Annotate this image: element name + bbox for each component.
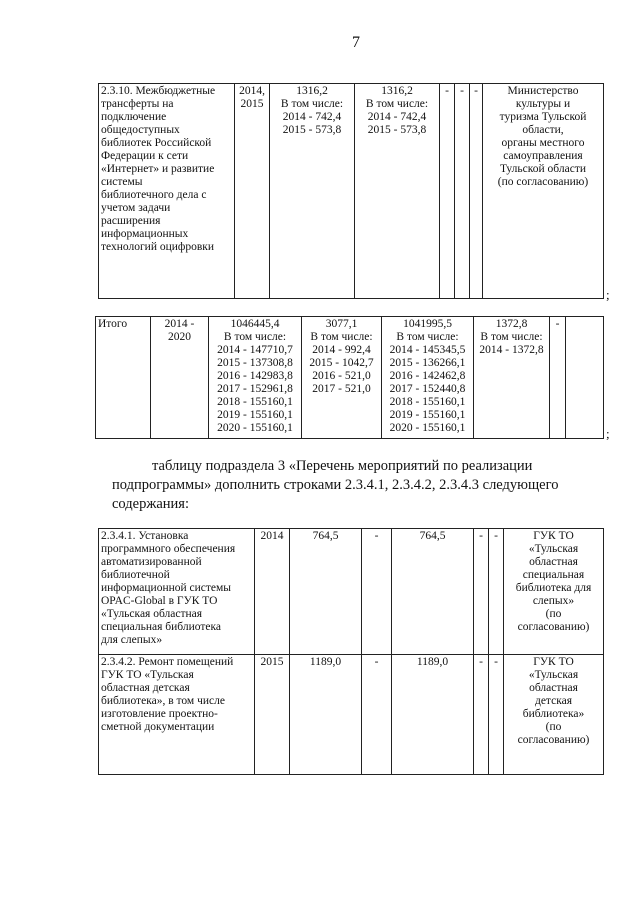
cell-line: для слепых» <box>101 634 163 646</box>
cell-line: В том числе: <box>280 98 344 110</box>
cell-line: 1316,2 <box>296 85 328 97</box>
other-cell: - <box>489 529 504 655</box>
cell-line: самоуправления <box>503 150 583 162</box>
activity-cell <box>99 655 255 775</box>
table-row <box>99 655 604 775</box>
activity-cell <box>99 529 255 655</box>
cell-line: 2017 - 152440,8 <box>389 383 466 395</box>
cell-line: 2014 - 742,4 <box>282 111 342 123</box>
federal-cell <box>302 317 382 439</box>
cell-line: 2014 - 1372,8 <box>479 344 544 356</box>
cell-line: областная детская <box>101 682 190 694</box>
cell-line: В том числе: <box>480 331 543 343</box>
cell-line: Тульской области <box>499 163 586 175</box>
cell-line: автоматизированной <box>101 556 202 568</box>
cell-line: 2016 - 521,0 <box>312 370 371 382</box>
regional-cell: - <box>440 84 455 299</box>
cell-line: 1316,2 <box>381 85 413 97</box>
other-cell: - <box>550 317 566 439</box>
cell-line: Министерство <box>507 85 579 97</box>
other-cell: - <box>489 655 504 775</box>
cell-line: детская <box>534 695 573 707</box>
cell-line: ГУК ТО <box>533 656 574 668</box>
amendment-paragraph <box>112 457 592 514</box>
cell-line: общедоступных <box>101 124 180 136</box>
table-row <box>99 529 604 655</box>
cell-line: 2019 - 155160,1 <box>389 409 466 421</box>
cell-line: технологий оцифровки <box>101 241 215 253</box>
cell-line: 1041995,5 <box>403 318 452 330</box>
cell-line: «Тульская областная <box>101 608 203 620</box>
paragraph-line: содержания: <box>112 496 190 512</box>
empty-cell <box>566 317 604 439</box>
year-cell: 2014, 2015 <box>235 84 270 299</box>
cell-line: 3077,1 <box>325 318 358 330</box>
cell-line: 2015 - 137308,8 <box>217 357 293 369</box>
total-label-cell: Итого <box>96 317 151 439</box>
cell-line: «Тульская <box>528 669 579 681</box>
cell-line: «Интернет» и развитие <box>101 163 215 175</box>
cell-line: Федерации к сети <box>101 150 189 162</box>
table-row-2-3-10 <box>98 83 604 299</box>
cell-line: (по <box>545 608 562 620</box>
other-cell: - <box>470 84 483 299</box>
cell-line: 2014 - 147710,7 <box>217 344 293 356</box>
cell-line: 2014 - 742,4 <box>367 111 427 123</box>
cell-line: библиотека для <box>515 582 592 594</box>
cell-line: информационной системы <box>101 582 232 594</box>
cell-line: программного обеспечения <box>101 543 236 555</box>
cell-line: библиотечного дела с <box>101 189 207 201</box>
period-cell <box>151 317 209 439</box>
cell-line: 2.3.10. Межбюджетные <box>101 85 216 97</box>
cell-line: библиотека», в том числе <box>101 695 225 707</box>
cell-line: 2015 - 136266,1 <box>389 357 466 369</box>
total-cell <box>270 84 355 299</box>
regional-cell: 1189,0 <box>392 655 474 775</box>
cell-line: 1372,8 <box>495 318 528 330</box>
cell-line: 2016 - 142983,8 <box>217 370 293 382</box>
cell-line: областная <box>529 682 578 694</box>
cell-line: специальная <box>522 569 585 581</box>
cell-line: 2020 <box>168 331 191 343</box>
responsible-cell <box>504 655 604 775</box>
year-cell: 2015 <box>255 655 290 775</box>
cell-line: слепых» <box>532 595 575 607</box>
cell-line: библиотека» <box>522 708 585 720</box>
row-terminator: ; <box>606 287 610 302</box>
year-cell: 2014 <box>255 529 290 655</box>
cell-line: 2014 - 992,4 <box>312 344 371 356</box>
cell-line: В том числе: <box>365 98 429 110</box>
cell-line: согласованию) <box>517 734 590 746</box>
cell-line: (по <box>545 721 562 733</box>
regional-cell: 764,5 <box>392 529 474 655</box>
cell-line: В том числе: <box>396 331 459 343</box>
local-cell <box>474 317 550 439</box>
cell-line: 2.3.4.2. Ремонт помещений <box>101 656 234 668</box>
cell-line: 2015 - 573,8 <box>282 124 342 136</box>
cell-line: библиотек Российской <box>101 137 212 149</box>
cell-line: 2016 - 142462,8 <box>389 370 466 382</box>
federal-cell <box>355 84 440 299</box>
cell-line: информационных <box>101 228 189 240</box>
total-cell: 1189,0 <box>290 655 362 775</box>
cell-line: 2020 - 155160,1 <box>217 422 293 434</box>
cell-line: 2015 - 573,8 <box>367 124 427 136</box>
cell-line: 1046445,4 <box>230 318 280 330</box>
cell-line: библиотечной <box>101 569 170 581</box>
cell-line: 2020 - 155160,1 <box>389 422 466 434</box>
cell-line: области, <box>522 124 564 136</box>
cell-line: 2015 - 1042,7 <box>309 357 374 369</box>
cell-line: изготовление проектно- <box>101 708 218 720</box>
cell-line: 2014 - <box>164 318 195 330</box>
table-row-total <box>95 316 604 439</box>
local-cell: - <box>474 529 489 655</box>
cell-line: ГУК ТО «Тульская <box>101 669 194 681</box>
total-cell <box>209 317 302 439</box>
cell-line: туризма Тульской <box>499 111 587 123</box>
cell-line: ГУК ТО <box>533 530 574 542</box>
cell-line: подключение <box>101 111 167 123</box>
cell-line: В том числе: <box>310 331 373 343</box>
responsible-cell <box>483 84 604 299</box>
activity-cell <box>99 84 235 299</box>
cell-line: учетом задачи <box>101 202 171 214</box>
paragraph-line: подпрограммы» дополнить строками 2.3.4.1, 2.3.4.2, 2.3.4.3 следующего <box>112 477 559 493</box>
cell-line: органы местного <box>501 137 585 149</box>
federal-cell: - <box>362 529 392 655</box>
cell-line: 2018 - 155160,1 <box>217 396 293 408</box>
cell-line: В том числе: <box>223 331 287 343</box>
cell-line: культуры и <box>515 98 571 110</box>
cell-line: 2017 - 521,0 <box>312 383 371 395</box>
cell-line: 2.3.4.1. Установка <box>101 530 189 542</box>
cell-line: трансферты на <box>101 98 174 110</box>
new-rows-table <box>98 528 604 775</box>
total-cell: 764,5 <box>290 529 362 655</box>
page-number: 7 <box>352 34 360 51</box>
cell-line: 2019 - 155160,1 <box>217 409 293 421</box>
cell-line: (по согласованию) <box>497 176 589 188</box>
regional-cell <box>382 317 474 439</box>
cell-line: 2017 - 152961,8 <box>217 383 293 395</box>
cell-line: расширения <box>101 215 161 227</box>
local-cell: - <box>474 655 489 775</box>
responsible-cell <box>504 529 604 655</box>
cell-line: согласованию) <box>517 621 590 633</box>
paragraph-line: таблицу подраздела 3 «Перечень мероприятий по реализации <box>152 458 533 474</box>
federal-cell: - <box>362 655 392 775</box>
local-cell: - <box>455 84 470 299</box>
cell-line: 2018 - 155160,1 <box>389 396 466 408</box>
cell-line: сметной документации <box>101 721 215 733</box>
row-terminator: ; <box>606 426 610 441</box>
cell-line: «Тульская <box>528 543 579 555</box>
cell-line: OPAC-Global в ГУК ТО <box>101 595 218 607</box>
cell-line: системы <box>101 176 143 188</box>
cell-line: 2014 - 145345,5 <box>389 344 466 356</box>
cell-line: специальная библиотека <box>101 621 221 633</box>
cell-line: областная <box>529 556 578 568</box>
